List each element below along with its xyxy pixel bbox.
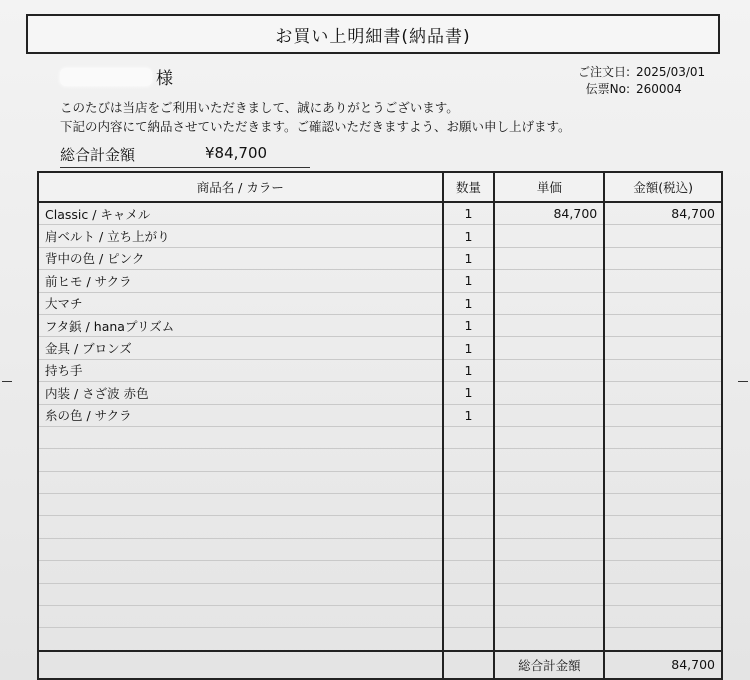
cell-qty bbox=[443, 628, 495, 651]
footer-total-label: 総合計金額 bbox=[494, 651, 604, 679]
cell-amount bbox=[604, 247, 722, 269]
items-body bbox=[38, 202, 722, 651]
table-row bbox=[38, 583, 722, 605]
cell-item bbox=[38, 516, 443, 538]
slip-no-value: 260004 bbox=[636, 82, 682, 96]
cell-item bbox=[38, 561, 443, 583]
greeting-line-2: 下記の内容にて納品させていただきます。ご確認いただきますよう、お願い申し上げます。 bbox=[60, 119, 571, 134]
cell-amount bbox=[604, 225, 722, 247]
cell-amount: 84,700 bbox=[604, 202, 722, 225]
greeting-text bbox=[60, 98, 571, 136]
cell-item bbox=[38, 628, 443, 651]
cell-qty bbox=[443, 561, 495, 583]
cell-item bbox=[38, 471, 443, 493]
cell-qty bbox=[443, 494, 495, 516]
table-row bbox=[38, 337, 722, 359]
cell-item: 大マチ bbox=[38, 292, 443, 314]
table-row bbox=[38, 628, 722, 651]
order-date-value: 2025/03/01 bbox=[636, 65, 706, 79]
cell-qty bbox=[443, 516, 495, 538]
table-row bbox=[38, 426, 722, 448]
table-row bbox=[38, 247, 722, 269]
cell-unit-price bbox=[494, 471, 604, 493]
cell-unit-price bbox=[494, 628, 604, 651]
cell-qty: 1 bbox=[443, 382, 495, 404]
cell-amount bbox=[604, 471, 722, 493]
cell-unit-price bbox=[494, 561, 604, 583]
cell-qty bbox=[443, 471, 495, 493]
cell-amount bbox=[604, 359, 722, 381]
cell-qty: 1 bbox=[443, 202, 495, 225]
right-fold-mark bbox=[738, 381, 748, 382]
cell-qty: 1 bbox=[443, 225, 495, 247]
cell-amount bbox=[604, 270, 722, 292]
cell-amount bbox=[604, 449, 722, 471]
cell-item: 内装 / さざ波 赤色 bbox=[38, 382, 443, 404]
cell-amount bbox=[604, 583, 722, 605]
cell-unit-price bbox=[494, 494, 604, 516]
cell-qty: 1 bbox=[443, 337, 495, 359]
footer-total-amount: 84,700 bbox=[604, 651, 722, 679]
cell-unit-price bbox=[494, 314, 604, 336]
table-row bbox=[38, 494, 722, 516]
document-title-text: お買い上明細書(納品書) bbox=[275, 26, 471, 47]
items-table bbox=[37, 171, 723, 680]
slip-no-row bbox=[564, 81, 708, 98]
cell-item: 肩ベルト / 立ち上がり bbox=[38, 225, 443, 247]
order-date-row bbox=[564, 64, 708, 81]
cell-item bbox=[38, 583, 443, 605]
cell-amount bbox=[604, 516, 722, 538]
customer-name bbox=[60, 64, 173, 89]
cell-unit-price bbox=[494, 426, 604, 448]
table-row bbox=[38, 404, 722, 426]
cell-qty bbox=[443, 449, 495, 471]
cell-unit-price bbox=[494, 404, 604, 426]
greeting-line-1: このたびは当店をご利用いただきまして、誠にありがとうございます。 bbox=[60, 100, 459, 115]
cell-item: 糸の色 / サクラ bbox=[38, 404, 443, 426]
cell-qty bbox=[443, 538, 495, 560]
left-fold-mark bbox=[2, 381, 12, 382]
cell-amount bbox=[604, 561, 722, 583]
table-row bbox=[38, 382, 722, 404]
redacted-name-blur bbox=[60, 68, 152, 86]
cell-qty: 1 bbox=[443, 292, 495, 314]
cell-item bbox=[38, 494, 443, 516]
cell-item: 金具 / ブロンズ bbox=[38, 337, 443, 359]
grand-total-amount: ¥84,700 bbox=[205, 144, 268, 162]
table-row bbox=[38, 606, 722, 628]
table-row bbox=[38, 449, 722, 471]
cell-qty: 1 bbox=[443, 314, 495, 336]
table-footer-row bbox=[38, 651, 722, 679]
cell-item: 背中の色 / ピンク bbox=[38, 247, 443, 269]
cell-item bbox=[38, 606, 443, 628]
cell-amount bbox=[604, 337, 722, 359]
cell-qty: 1 bbox=[443, 247, 495, 269]
cell-amount bbox=[604, 404, 722, 426]
cell-item: フタ鋲 / hanaプリズム bbox=[38, 314, 443, 336]
cell-item bbox=[38, 538, 443, 560]
cell-amount bbox=[604, 494, 722, 516]
cell-amount bbox=[604, 628, 722, 651]
cell-unit-price bbox=[494, 516, 604, 538]
header-qty: 数量 bbox=[443, 172, 495, 202]
cell-qty: 1 bbox=[443, 404, 495, 426]
cell-amount bbox=[604, 606, 722, 628]
cell-unit-price bbox=[494, 382, 604, 404]
cell-qty: 1 bbox=[443, 270, 495, 292]
cell-unit-price bbox=[494, 538, 604, 560]
cell-unit-price bbox=[494, 337, 604, 359]
table-row bbox=[38, 516, 722, 538]
cell-item bbox=[38, 449, 443, 471]
cell-amount bbox=[604, 538, 722, 560]
table-row bbox=[38, 270, 722, 292]
cell-qty bbox=[443, 606, 495, 628]
cell-unit-price bbox=[494, 270, 604, 292]
table-row bbox=[38, 202, 722, 225]
table-row bbox=[38, 314, 722, 336]
cell-qty: 1 bbox=[443, 359, 495, 381]
cell-unit-price bbox=[494, 225, 604, 247]
table-row bbox=[38, 471, 722, 493]
grand-total-summary bbox=[60, 144, 310, 168]
cell-unit-price bbox=[494, 606, 604, 628]
cell-amount bbox=[604, 314, 722, 336]
cell-unit-price: 84,700 bbox=[494, 202, 604, 225]
customer-suffix: 様 bbox=[156, 69, 173, 89]
header-amount: 金額(税込) bbox=[604, 172, 722, 202]
cell-amount bbox=[604, 426, 722, 448]
slip-no-label: 伝票No: bbox=[585, 82, 630, 96]
order-meta bbox=[564, 64, 708, 98]
cell-unit-price bbox=[494, 292, 604, 314]
cell-item: 前ヒモ / サクラ bbox=[38, 270, 443, 292]
cell-unit-price bbox=[494, 583, 604, 605]
document-title bbox=[26, 14, 720, 54]
footer-empty bbox=[38, 651, 443, 679]
table-row bbox=[38, 292, 722, 314]
table-row bbox=[38, 225, 722, 247]
cell-amount bbox=[604, 382, 722, 404]
table-header-row bbox=[38, 172, 722, 202]
header-item: 商品名 / カラー bbox=[38, 172, 443, 202]
order-date-label: ご注文日: bbox=[577, 65, 630, 79]
cell-amount bbox=[604, 292, 722, 314]
table-row bbox=[38, 359, 722, 381]
cell-qty bbox=[443, 426, 495, 448]
cell-item: 持ち手 bbox=[38, 359, 443, 381]
header-unit-price: 単価 bbox=[494, 172, 604, 202]
table-row bbox=[38, 538, 722, 560]
cell-unit-price bbox=[494, 359, 604, 381]
cell-qty bbox=[443, 583, 495, 605]
cell-item bbox=[38, 426, 443, 448]
grand-total-label: 総合計金額 bbox=[60, 146, 136, 164]
cell-unit-price bbox=[494, 247, 604, 269]
cell-unit-price bbox=[494, 449, 604, 471]
cell-item: Classic / キャメル bbox=[38, 202, 443, 225]
footer-empty-qty bbox=[443, 651, 495, 679]
table-row bbox=[38, 561, 722, 583]
